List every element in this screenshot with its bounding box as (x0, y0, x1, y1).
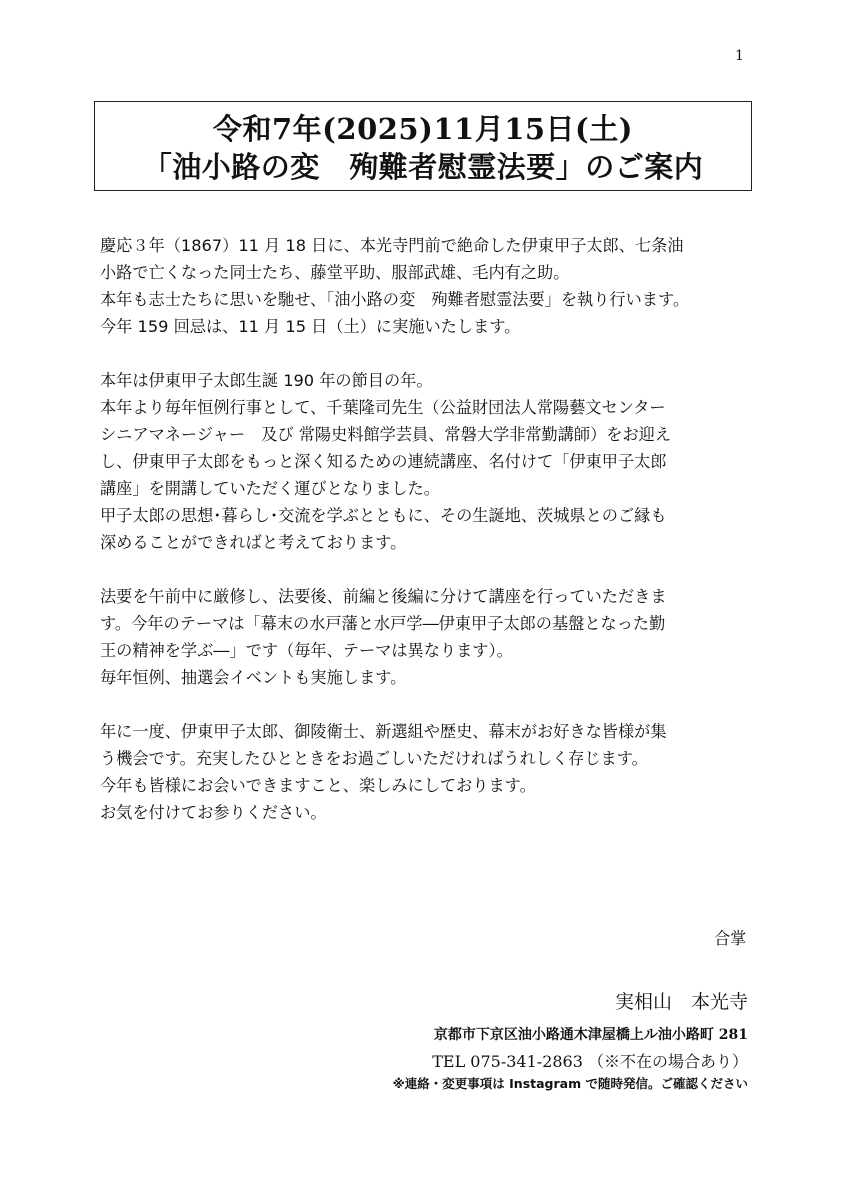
text-line: 本年も志士たちに思いを馳せ、「油小路の変 殉難者慰霊法要」を執り行います。 (100, 290, 690, 309)
title-box (94, 101, 752, 191)
text-line: 慶応３年（1867）11 月 18 日に、本光寺門前で絶命した伊東甲子太郎、七条油 (100, 236, 684, 255)
text-line: 小路で亡くなった同士たち、藤堂平助、服部武雄、毛内有之助。 (100, 263, 570, 282)
title-date-line: 令和7年(2025)11月15日(土) (213, 112, 633, 146)
text-line: 今年も皆様にお会いできますこと、楽しみにしております。 (100, 776, 536, 795)
text-line: す。今年のテーマは「幕末の水戸藩と水戸学―伊東甲子太郎の基盤となった勤 (100, 614, 666, 633)
text-line: う機会です。充実したひとときをお過ごしいただければうれしく存じます。 (100, 749, 648, 768)
paragraph-memorial-intro (100, 232, 760, 340)
paragraph-invitation (100, 718, 760, 826)
text-line: 法要を午前中に厳修し、法要後、前編と後編に分けて講座を行っていただきま (100, 587, 667, 606)
temple-address: 京都市下京区油小路通木津屋橋上ル油小路町 281 (433, 1027, 748, 1043)
closing-word: 合掌 (714, 929, 747, 948)
paragraph-program (100, 583, 760, 691)
text-line: 王の精神を学ぶ―」です（毎年、テーマは異なります）。 (100, 641, 513, 660)
paragraph-lecture-series (100, 367, 760, 556)
text-line: 今年 159 回忌は、11 月 15 日（土）に実施いたします。 (100, 317, 521, 336)
text-line: 甲子太郎の思想･暮らし･交流を学ぶとともに、その生誕地、茨城県とのご縁も (100, 506, 667, 525)
text-line: 本年は伊東甲子太郎生誕 190 年の節目の年。 (100, 371, 433, 390)
title-event-line: 「油小路の変 殉難者慰霊法要」のご案内 (142, 150, 704, 184)
text-line: 毎年恒例、抽選会イベントも実施します。 (100, 668, 407, 687)
contact-notice: ※連絡・変更事項は Instagram で随時発信。ご確認ください (392, 1076, 748, 1091)
page-number: 1 (735, 48, 744, 64)
body-text (100, 232, 760, 853)
text-line: 深めることができればと考えております。 (100, 533, 407, 552)
temple-name: 実相山 本光寺 (614, 991, 748, 1013)
text-line: し、伊東甲子太郎をもっと深く知るための連続講座、名付けて「伊東甲子太郎 (100, 452, 667, 471)
text-line: お気を付けてお参りください。 (100, 803, 327, 822)
temple-phone: TEL 075-341-2863 （※不在の場合あり） (432, 1052, 748, 1071)
text-line: 本年より毎年恒例行事として、千葉隆司先生（公益財団法人常陽藝文センター (100, 398, 666, 417)
text-line: シニアマネージャー 及び 常陽史料館学芸員、常磐大学非常勤講師）をお迎え (100, 425, 672, 444)
text-line: 講座」を開講していただく運びとなりました。 (100, 479, 440, 498)
text-line: 年に一度、伊東甲子太郎、御陵衛士、新選組や歴史、幕末がお好きな皆様が集 (100, 722, 667, 741)
